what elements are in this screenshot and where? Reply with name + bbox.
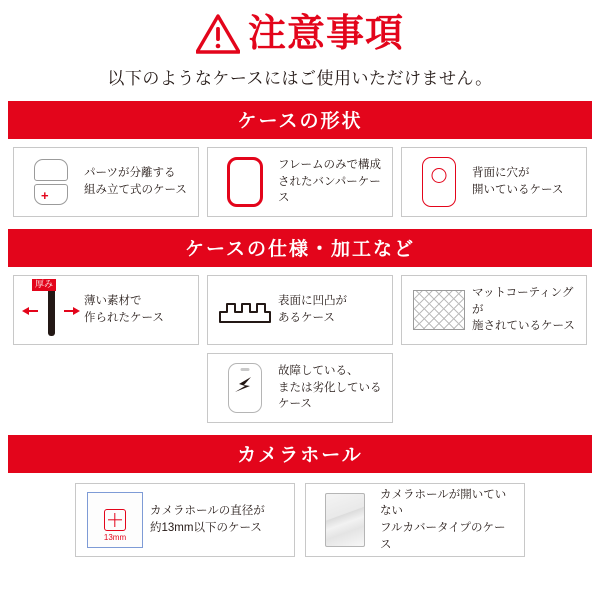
card-hole-back-case-line1: 背面に穴が — [472, 167, 530, 180]
card-bumper-case-line2: されたバンパーケース — [278, 175, 381, 205]
card-textured-surface-text — [274, 293, 347, 326]
card-broken-case-line2: または劣化しているケース — [278, 381, 382, 411]
card-split-case-line1: パーツが分離する — [84, 167, 176, 180]
card-camera-hole-size-line2: 約13mm以下のケース — [150, 522, 262, 534]
footer-spacer — [0, 557, 600, 567]
section-case-spec — [0, 229, 600, 423]
card-row-case-shape — [8, 147, 592, 217]
split-case-icon: + — [22, 153, 80, 211]
card-camera-hole-size-line1: カメラホールの直径が — [150, 505, 265, 518]
section-bar-case-shape: ケースの形状 — [8, 101, 592, 139]
card-full-cover-text — [376, 487, 516, 554]
card-row-case-spec — [8, 275, 592, 345]
card-matte-coating-line2: 施されているケース — [472, 320, 575, 333]
card-textured-surface — [207, 275, 393, 345]
card-thin-material-line1: 薄い素材で — [84, 295, 142, 308]
card-camera-hole-size-text — [146, 503, 265, 536]
page-title: 注意事項 — [247, 13, 404, 55]
camera-hole-size-badge: 13mm — [103, 533, 127, 542]
card-matte-coating-text — [468, 285, 578, 335]
card-broken-case-line1: 故障している、 — [278, 364, 359, 377]
card-bumper-case — [207, 147, 393, 217]
broken-case-icon — [216, 359, 274, 417]
card-matte-coating-line1: マットコーティングが — [472, 286, 574, 316]
card-bumper-case-text — [274, 157, 384, 207]
card-full-cover-line2: フルカバータイプのケース — [380, 522, 506, 551]
header — [0, 0, 600, 89]
hole-back-case-icon — [410, 153, 468, 211]
thickness-badge: 厚み — [32, 279, 56, 291]
card-split-case-text — [80, 165, 187, 198]
page-subtitle: 以下のようなケースにはご使用いただけません。 — [107, 69, 493, 88]
card-textured-surface-line2: あるケース — [278, 312, 335, 324]
title-row — [0, 14, 600, 54]
card-bumper-case-line1: フレームのみで構成 — [278, 158, 382, 171]
section-bar-case-spec: ケースの仕様・加工など — [8, 229, 592, 267]
card-hole-back-case — [401, 147, 587, 217]
warning-triangle-icon — [196, 14, 240, 54]
card-thin-material-text — [80, 293, 164, 326]
card-hole-back-case-text — [468, 165, 563, 198]
card-matte-coating — [401, 275, 587, 345]
card-broken-case-text — [274, 363, 384, 413]
card-textured-surface-line1: 表面に凹凸が — [278, 295, 347, 308]
thin-material-icon — [22, 281, 80, 339]
card-broken-case — [207, 353, 393, 423]
card-thin-material-line2: 作られたケース — [84, 312, 164, 324]
section-bar-camera-hole: カメラホール — [8, 435, 592, 473]
card-split-case — [13, 147, 199, 217]
card-camera-hole-size — [75, 483, 295, 557]
camera-hole-size-icon — [84, 489, 146, 551]
matte-coating-icon — [410, 281, 468, 339]
section-case-shape — [0, 101, 600, 217]
card-full-cover-line1: カメラホールが開いていない — [380, 488, 507, 518]
card-row-case-spec-2 — [8, 353, 592, 423]
card-thin-material — [13, 275, 199, 345]
section-camera-hole — [0, 435, 600, 557]
bumper-case-icon — [216, 153, 274, 211]
card-full-cover — [305, 483, 525, 557]
full-cover-icon — [314, 489, 376, 551]
textured-surface-icon — [216, 281, 274, 339]
card-row-camera-hole — [8, 483, 592, 557]
card-hole-back-case-line2: 開いているケース — [472, 184, 564, 196]
card-split-case-line2: 組み立て式のケース — [84, 184, 187, 196]
